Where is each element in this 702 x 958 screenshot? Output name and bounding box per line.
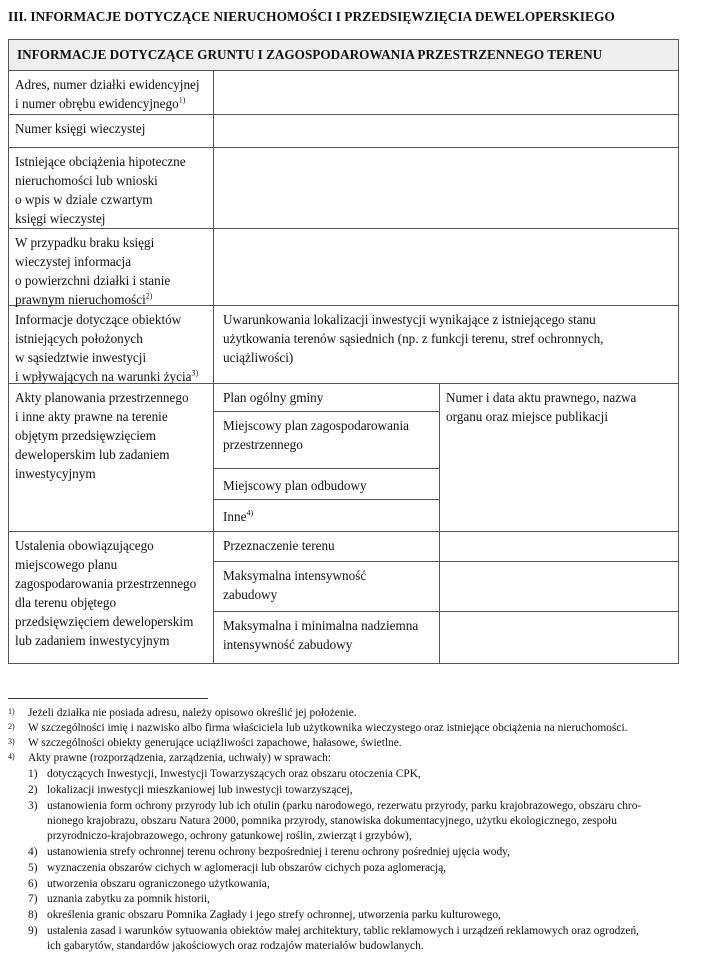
label-line: dla terenu objętego bbox=[15, 595, 117, 610]
footnote-ref: 2) bbox=[145, 291, 153, 301]
field-act-details[interactable] bbox=[440, 384, 679, 532]
footnote-separator bbox=[8, 698, 208, 699]
item-line: Maksymalna intensywność bbox=[223, 568, 367, 583]
table-header: INFORMACJE DOTYCZĄCE GRUNTU I ZAGOSPODAROWANIA PRZESTRZENNEGO TERENU bbox=[8, 39, 679, 71]
label-line: W przypadku braku księgi bbox=[15, 235, 155, 250]
item-line: intensywność zabudowy bbox=[223, 637, 353, 652]
hint-line: organu oraz miejsce publikacji bbox=[446, 409, 608, 424]
footnote-number: 1) bbox=[8, 707, 15, 716]
field-address[interactable] bbox=[214, 71, 679, 115]
hint-line: użytkowania terenów sąsiednich (np. z funkcji terenu, stref ochronnych, bbox=[223, 331, 604, 346]
planning-item-local-plan[interactable] bbox=[214, 412, 440, 469]
field-no-register[interactable] bbox=[214, 229, 679, 306]
label-line: inwestycyjnym bbox=[15, 466, 96, 481]
list-item: ustanowienia strefy ochronnej terenu ochrony bezpośredniej i terenu ochrony pośredniej ujęcia wody, bbox=[47, 846, 510, 858]
label-line: deweloperskim lub zadaniem bbox=[15, 447, 170, 462]
label-no-register bbox=[8, 229, 214, 306]
label-line: nieruchomości lub wnioski bbox=[15, 173, 158, 188]
list-item-continued: przyrodniczo-krajobrazowego, ochrony gatunkowej roślin, zwierząt i grzybów), bbox=[47, 830, 412, 842]
label-line: Akty planowania przestrzennego bbox=[15, 390, 189, 405]
footnote-ref: 4) bbox=[246, 508, 254, 518]
footnote-3: W szczególności obiekty generujące uciążliwości zapachowe, hałasowe, świetlne. bbox=[28, 737, 402, 749]
field-land-register[interactable] bbox=[214, 115, 679, 148]
hint-line: Uwarunkowania lokalizacji inwestycji wynikające z istniejącego stanu bbox=[223, 312, 596, 327]
label-line: lub zadaniem inwestycyjnym bbox=[15, 633, 170, 648]
footnote-2: W szczególności imię i nazwisko albo firma właściciela lub użytkownika wieczystego oraz istniejące obciążenia na nieruchomości. bbox=[28, 722, 628, 734]
list-item: dotyczących Inwestycji, Inwestycji Towarzyszących oraz obszaru otoczenia CPK, bbox=[47, 768, 421, 780]
list-item: określenia granic obszaru Pomnika Zagłady i jego strefy ochronnej, utworzenia parku kulturowego, bbox=[47, 909, 501, 921]
field-minmax-intensity[interactable] bbox=[440, 612, 679, 664]
label-line: istniejących położonych bbox=[15, 331, 143, 346]
item-line: zabudowy bbox=[223, 587, 278, 602]
list-item: uznania zabytku za pomnik historii, bbox=[47, 893, 210, 905]
label-line: przedsięwzięciem deweloperskim bbox=[15, 614, 194, 629]
footnote-1: Jeżeli działka nie posiada adresu, należy opisowo określić jej położenie. bbox=[28, 707, 357, 719]
list-item-number: 8) bbox=[28, 909, 38, 921]
list-item: ustanowienia form ochrony przyrody lub ich otulin (parku narodowego, rezerwatu przyrody, parku krajobrazowego, obszaru chro- bbox=[47, 800, 642, 812]
label-line: księgi wieczystej bbox=[15, 211, 106, 226]
item-line: Maksymalna i minimalna nadziemna bbox=[223, 618, 419, 633]
hint-line: uciążliwości) bbox=[223, 350, 294, 365]
label-nearby-objects bbox=[8, 306, 214, 384]
label-line: w sąsiedztwie inwestycji bbox=[15, 350, 147, 365]
footnote-ref: 1) bbox=[178, 95, 186, 105]
label-line: prawnym nieruchomości bbox=[15, 292, 146, 307]
footnote-number: 2) bbox=[8, 722, 15, 731]
label-line: i wpływających na warunki życia bbox=[15, 369, 192, 384]
label-line: Istniejące obciążenia hipoteczne bbox=[15, 154, 186, 169]
label-line: zagospodarowania przestrzennego bbox=[15, 576, 197, 591]
land-info-table bbox=[8, 39, 679, 664]
label-line: Ustalenia obowiązującego bbox=[15, 538, 154, 553]
list-item-continued: ich gabarytów, standardów jakościowych oraz rodzajów materiałów budowlanych. bbox=[47, 940, 424, 952]
list-item-number: 6) bbox=[28, 878, 38, 890]
list-item-number: 5) bbox=[28, 862, 38, 874]
label-address bbox=[8, 71, 214, 115]
label-line: wieczystej informacja bbox=[15, 254, 132, 269]
list-item: ustalenia zasad i warunków sytuowania obiektów małej architektury, tablic reklamowych i urządzeń reklamowych oraz ogrodzeń, bbox=[47, 925, 639, 937]
hint-line: Numer i data aktu prawnego, nazwa bbox=[446, 390, 637, 405]
item-line: Inne bbox=[223, 509, 247, 524]
list-item: lokalizacji inwestycji mieszkaniowej lub inwestycji towarzyszącej, bbox=[47, 784, 353, 796]
footnote-number: 3) bbox=[8, 737, 15, 746]
list-item-number: 1) bbox=[28, 768, 38, 780]
label-line: i numer obrębu ewidencyjnego bbox=[15, 96, 179, 111]
label-line: miejscowego planu bbox=[15, 557, 118, 572]
list-item-continued: nionego krajobrazu, obszaru Natura 2000, pomnika przyrody, stanowiska dokumentacyjnego, użytku ekologicznego, zespołu bbox=[47, 815, 617, 827]
label-line: objętym przedsięwzięciem bbox=[15, 428, 156, 443]
label-encumbrances bbox=[8, 148, 214, 229]
footnote-ref: 3) bbox=[191, 368, 199, 378]
label-plan-provisions bbox=[8, 532, 214, 664]
label-line: i inne akty prawne na terenie bbox=[15, 409, 168, 424]
label-line: o wpis w dziale czwartym bbox=[15, 192, 153, 207]
field-land-use[interactable] bbox=[440, 532, 679, 562]
list-item-number: 4) bbox=[28, 846, 38, 858]
provision-max-intensity bbox=[214, 562, 440, 612]
item-line: przestrzennego bbox=[223, 437, 303, 452]
field-encumbrances[interactable] bbox=[214, 148, 679, 229]
label-line: Numer księgi wieczystej bbox=[15, 121, 146, 136]
label-line: Informacje dotyczące obiektów bbox=[15, 312, 182, 327]
planning-item-rebuild-plan[interactable]: Miejscowy plan odbudowy bbox=[214, 469, 440, 500]
field-nearby-objects[interactable] bbox=[214, 306, 679, 384]
planning-item-general-plan[interactable]: Plan ogólny gminy bbox=[214, 384, 440, 412]
label-line: o powierzchni działki i stanie bbox=[15, 273, 171, 288]
planning-item-other[interactable] bbox=[214, 500, 440, 532]
list-item-number: 9) bbox=[28, 925, 38, 937]
list-item-number: 2) bbox=[28, 784, 38, 796]
section-title: III. INFORMACJE DOTYCZĄCE NIERUCHOMOŚCI I PRZEDSIĘWZIĘCIA DEWELOPERSKIEGO bbox=[8, 9, 615, 24]
field-max-intensity[interactable] bbox=[440, 562, 679, 612]
provision-minmax-intensity bbox=[214, 612, 440, 664]
label-line: Adres, numer działki ewidencyjnej bbox=[15, 77, 200, 92]
list-item-number: 3) bbox=[28, 800, 38, 812]
footnote-4: Akty prawne (rozporządzenia, zarządzenia, uchwały) w sprawach: bbox=[28, 752, 331, 764]
footnote-number: 4) bbox=[8, 752, 15, 761]
label-land-register bbox=[8, 115, 214, 148]
label-planning-acts bbox=[8, 384, 214, 532]
provision-land-use: Przeznaczenie terenu bbox=[214, 532, 440, 562]
list-item: utworzenia obszaru ograniczonego użytkowania, bbox=[47, 878, 270, 890]
item-line: Miejscowy plan zagospodarowania bbox=[223, 418, 410, 433]
list-item-number: 7) bbox=[28, 893, 38, 905]
list-item: wyznaczenia obszarów cichych w aglomeracji lub obszarów cichych poza aglomeracją, bbox=[47, 862, 447, 874]
